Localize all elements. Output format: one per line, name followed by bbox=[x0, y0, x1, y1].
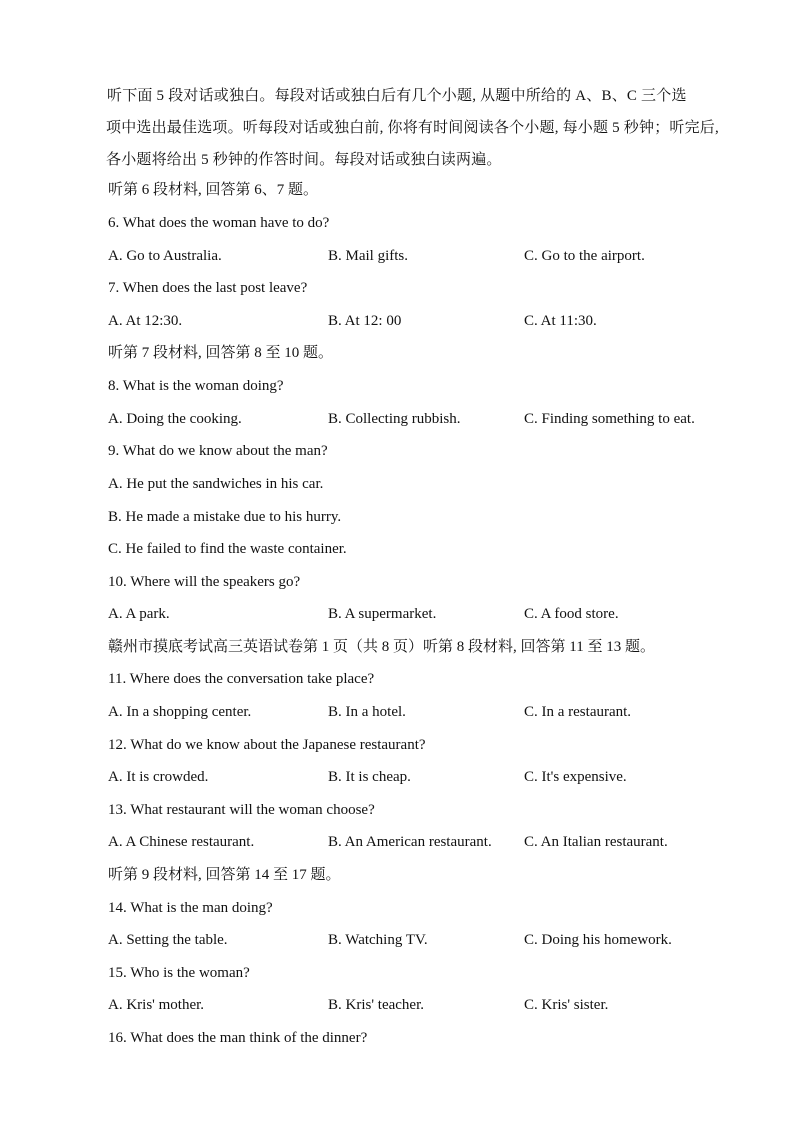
q9-option-c: C. He failed to find the waste container. bbox=[108, 541, 347, 557]
section-heading-9: 听第 9 段材料, 回答第 14 至 17 题。 bbox=[108, 867, 341, 883]
q10-option-c: C. A food store. bbox=[524, 606, 619, 622]
instruction-line-2: 项中选出最佳选项。听每段对话或独白前, 你将有时间阅读各个小题, 每小题 5 秒钟；听完后, bbox=[106, 120, 719, 136]
q10-option-a: A. A park. bbox=[108, 606, 170, 622]
section-heading-8: 赣州市摸底考试高三英语试卷第 1 页（共 8 页）听第 8 段材料, 回答第 11 至 13 题。 bbox=[108, 639, 655, 655]
q9-option-a: A. He put the sandwiches in his car. bbox=[108, 476, 324, 492]
q6-option-a: A. Go to Australia. bbox=[108, 248, 222, 264]
instruction-line-1: 听下面 5 段对话或独白。每段对话或独白后有几个小题, 从题中所给的 A、B、C 三个选 bbox=[107, 88, 687, 104]
section-heading-7: 听第 7 段材料, 回答第 8 至 10 题。 bbox=[108, 345, 334, 361]
question-15: 15. Who is the woman? bbox=[108, 965, 250, 981]
q15-option-c: C. Kris' sister. bbox=[524, 997, 609, 1013]
listening-instructions bbox=[107, 80, 719, 176]
question-12: 12. What do we know about the Japanese restaurant? bbox=[108, 737, 426, 753]
q11-option-a: A. In a shopping center. bbox=[108, 704, 252, 720]
q11-option-b: B. In a hotel. bbox=[328, 704, 406, 720]
instruction-line-3: 各小题将给出 5 秒钟的作答时间。每段对话或独白读两遍。 bbox=[106, 152, 502, 168]
q14-option-b: B. Watching TV. bbox=[328, 932, 428, 948]
q8-option-a: A. Doing the cooking. bbox=[108, 411, 242, 427]
question-16: 16. What does the man think of the dinner? bbox=[108, 1030, 368, 1046]
q8-option-b: B. Collecting rubbish. bbox=[328, 411, 461, 427]
q12-option-b: B. It is cheap. bbox=[328, 769, 411, 785]
q11-option-c: C. In a restaurant. bbox=[524, 704, 632, 720]
q7-option-b: B. At 12: 00 bbox=[328, 313, 402, 329]
question-11: 11. Where does the conversation take place? bbox=[108, 671, 375, 687]
q12-option-c: C. It's expensive. bbox=[524, 769, 627, 785]
question-6: 6. What does the woman have to do? bbox=[108, 215, 330, 231]
question-7: 7. When does the last post leave? bbox=[108, 280, 308, 296]
question-13: 13. What restaurant will the woman choose? bbox=[108, 802, 375, 818]
q7-option-a: A. At 12:30. bbox=[108, 313, 183, 329]
q9-option-b: B. He made a mistake due to his hurry. bbox=[108, 509, 342, 525]
question-8: 8. What is the woman doing? bbox=[108, 378, 284, 394]
q14-option-a: A. Setting the table. bbox=[108, 932, 228, 948]
q14-option-c: C. Doing his homework. bbox=[524, 932, 672, 948]
q8-option-c: C. Finding something to eat. bbox=[524, 411, 695, 427]
q10-option-b: B. A supermarket. bbox=[328, 606, 437, 622]
q13-option-c: C. An Italian restaurant. bbox=[524, 834, 668, 850]
q15-option-b: B. Kris' teacher. bbox=[328, 997, 425, 1013]
q12-option-a: A. It is crowded. bbox=[108, 769, 209, 785]
section-heading-6: 听第 6 段材料, 回答第 6、7 题。 bbox=[108, 182, 319, 198]
question-14: 14. What is the man doing? bbox=[108, 900, 273, 916]
q13-option-a: A. A Chinese restaurant. bbox=[108, 834, 255, 850]
q6-option-b: B. Mail gifts. bbox=[328, 248, 409, 264]
question-10: 10. Where will the speakers go? bbox=[108, 574, 301, 590]
q15-option-a: A. Kris' mother. bbox=[108, 997, 205, 1013]
q7-option-c: C. At 11:30. bbox=[524, 313, 597, 329]
q6-option-c: C. Go to the airport. bbox=[524, 248, 645, 264]
q13-option-b: B. An American restaurant. bbox=[328, 834, 492, 850]
question-9: 9. What do we know about the man? bbox=[108, 443, 328, 459]
